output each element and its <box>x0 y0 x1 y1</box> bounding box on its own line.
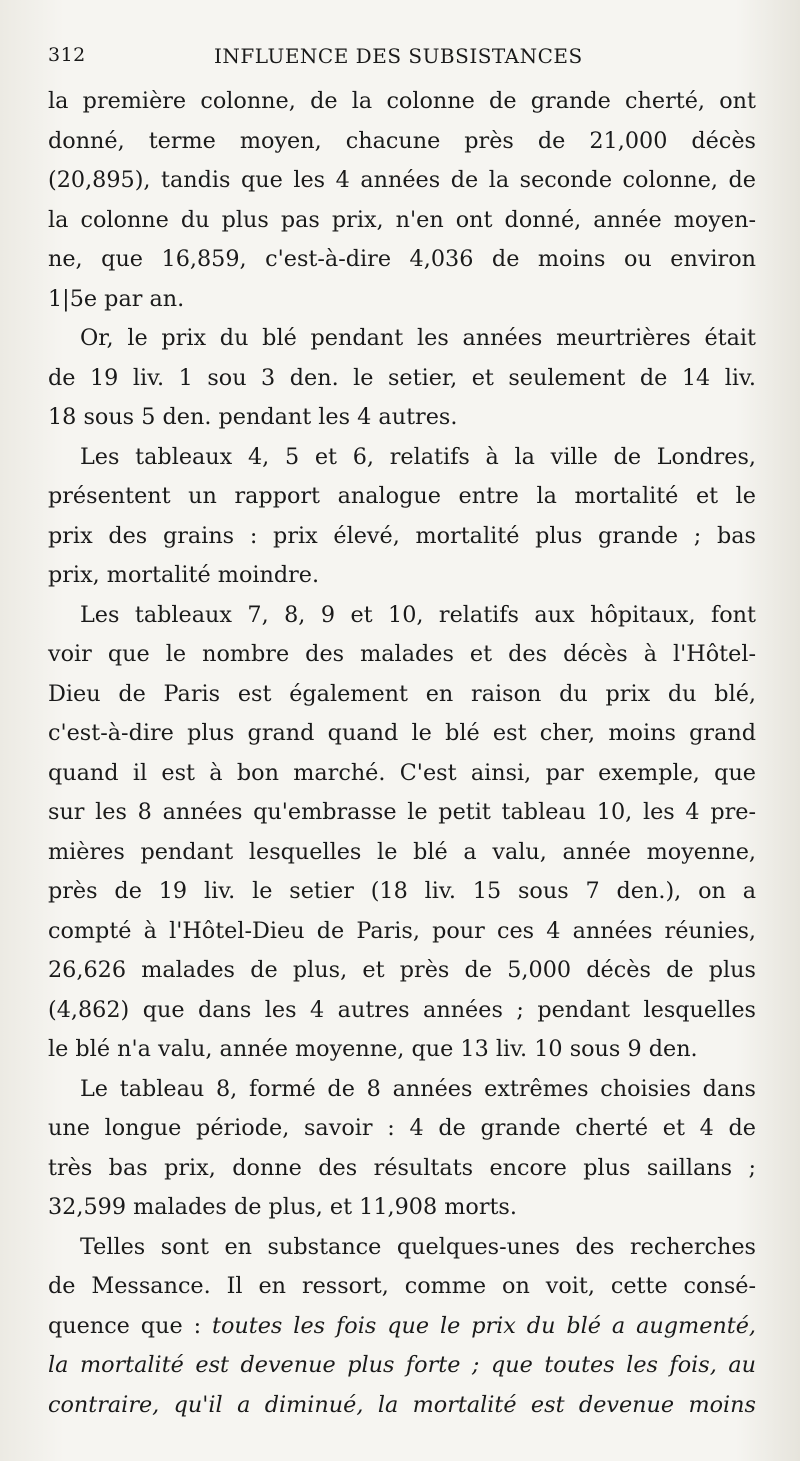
text-line: ne, que 16,859, c'est-à-dire 4,036 de moins ou environ <box>48 246 756 272</box>
text-line: près de 19 liv. le setier (18 liv. 15 sous 7 den.), on a <box>48 878 756 904</box>
text-line: le blé n'a valu, année moyenne, que 13 liv. 10 sous 9 den. <box>48 1036 698 1062</box>
text-line: donné, terme moyen, chacune près de 21,000 décès <box>48 127 756 154</box>
text-line: quand il est à bon marché. C'est ainsi, par exemple, que <box>48 759 756 786</box>
text-line: c'est-à-dire plus grand quand le blé est cher, moins grand <box>48 720 756 746</box>
text-italic: toutes les fois que le prix du blé a augmenté, <box>212 1312 756 1339</box>
text-line: prix, mortalité moindre. <box>48 562 320 588</box>
text-line: de Messance. Il en ressort, comme on voit, cette consé- <box>48 1273 756 1299</box>
text-line: la colonne du plus pas prix, n'en ont donné, année moyen- <box>48 206 756 233</box>
text-italic: contraire, qu'il a diminué, la mortalité est devenue moins <box>48 1391 756 1418</box>
text-line: 1|5e par an. <box>48 285 185 312</box>
text-line-italic <box>48 1386 756 1426</box>
page-header <box>48 40 748 76</box>
text-line: de 19 liv. 1 sou 3 den. le setier, et seulement de 14 liv. <box>48 364 756 391</box>
text-line: 18 sous 5 den. pendant les 4 autres. <box>48 404 458 430</box>
text-line: Les tableaux 4, 5 et 6, relatifs à la ville de Londres, <box>80 443 756 470</box>
text-line: Dieu de Paris est également en raison du prix du blé, <box>48 680 756 707</box>
text-line: très bas prix, donne des résultats encore plus saillans ; <box>48 1154 756 1181</box>
text-line-italic <box>48 1346 756 1386</box>
text-line: une longue période, savoir : 4 de grande cherté et 4 de <box>48 1115 756 1141</box>
text-line: 26,626 malades de plus, et près de 5,000 décès de plus <box>48 957 756 983</box>
running-title: INFLUENCE DES SUBSISTANCES <box>214 44 583 68</box>
text-line: mières pendant lesquelles le blé a valu, année moyenne, <box>48 838 756 865</box>
text-line: (4,862) que dans les 4 autres années ; pendant lesquelles <box>48 996 756 1023</box>
page-number: 312 <box>48 44 86 66</box>
text-line: Telles sont en substance quelques-unes des recherches <box>80 1233 756 1260</box>
text-line: sur les 8 années qu'embrasse le petit tableau 10, les 4 pre- <box>48 799 756 825</box>
text-line: Les tableaux 7, 8, 9 et 10, relatifs aux hôpitaux, font <box>80 601 756 628</box>
text-line: 32,599 malades de plus, et 11,908 morts. <box>48 1194 517 1220</box>
body-text <box>48 82 756 1425</box>
text-line: Le tableau 8, formé de 8 années extrêmes choisies dans <box>80 1075 756 1102</box>
text-line: la première colonne, de la colonne de grande cherté, ont <box>48 88 756 114</box>
text-line: présentent un rapport analogue entre la mortalité et le <box>48 483 756 509</box>
text-italic: la mortalité est devenue plus forte ; que toutes les fois, au <box>48 1352 756 1378</box>
text-line: voir que le nombre des malades et des décès à l'Hôtel- <box>48 641 756 667</box>
text-roman: quence que : <box>48 1312 202 1339</box>
text-line: (20,895), tandis que les 4 années de la seconde colonne, de <box>48 167 756 193</box>
text-line: Or, le prix du blé pendant les années meurtrières était <box>80 325 756 351</box>
text-line: prix des grains : prix élevé, mortalité plus grande ; bas <box>48 522 756 549</box>
text-line: compté à l'Hôtel-Dieu de Paris, pour ces 4 années réunies, <box>48 917 756 944</box>
text-line-mixed <box>48 1307 756 1347</box>
